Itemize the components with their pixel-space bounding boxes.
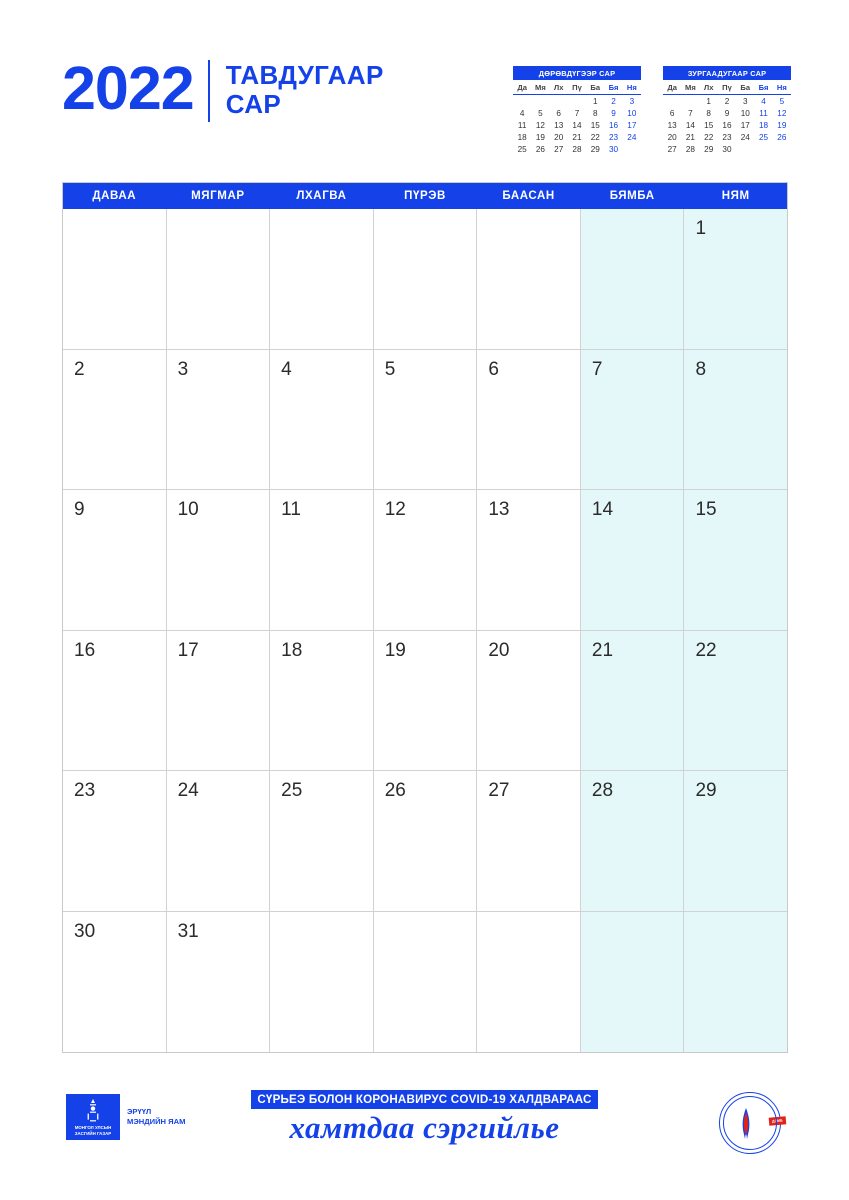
- day-cell[interactable]: [167, 350, 271, 491]
- day-number: 1: [695, 218, 707, 239]
- day-number: 17: [177, 639, 199, 661]
- day-cell[interactable]: [581, 912, 685, 1053]
- mini-day: 18: [758, 121, 769, 131]
- mini-calendar-prev-table: [513, 82, 641, 157]
- mini-day: 21: [685, 133, 695, 143]
- awareness-ribbon-icon: [741, 1106, 751, 1140]
- emblem-caption-line1: МОНГОЛ УЛСЫН: [74, 1125, 112, 1131]
- mini-day: 10: [627, 108, 637, 118]
- mini-week-row: [513, 95, 641, 108]
- day-cell[interactable]: [63, 490, 167, 631]
- mini-day: 29: [590, 145, 600, 155]
- week-row: [63, 350, 787, 491]
- day-cell[interactable]: [63, 209, 167, 350]
- day-number: 7: [591, 358, 603, 380]
- day-cell[interactable]: [374, 771, 478, 912]
- mini-day: 4: [761, 96, 766, 106]
- mini-day: 7: [574, 108, 580, 118]
- mini-day: 26: [535, 145, 545, 155]
- mini-day: 9: [611, 108, 616, 118]
- day-cell[interactable]: [374, 912, 478, 1053]
- day-cell[interactable]: [167, 631, 271, 772]
- mini-day: 4: [519, 108, 525, 118]
- mini-day: 11: [517, 121, 527, 131]
- day-cell[interactable]: [374, 350, 478, 491]
- day-cell[interactable]: [374, 209, 478, 350]
- mini-day: 30: [722, 145, 732, 155]
- who-seal-logo: [719, 1092, 784, 1154]
- mini-dow: Да: [663, 82, 681, 95]
- mini-dow: Да: [513, 82, 531, 95]
- mini-day: [681, 95, 699, 108]
- mini-day: [513, 95, 531, 108]
- mini-day: 24: [740, 133, 750, 143]
- mini-calendar-prev-title: ДӨРӨВДҮГЭЭР САР: [513, 66, 641, 80]
- mini-week-row: [513, 132, 641, 144]
- day-cell[interactable]: [581, 490, 685, 631]
- mini-dow: Пү: [568, 82, 586, 95]
- month-name-line1: ТАВДУГААР: [225, 60, 384, 90]
- mini-day: 13: [554, 121, 564, 131]
- slogan-top-line: СҮРЬЕЭ БОЛОН КОРОНАВИРУС COVID-19 ХАЛДВАРААС: [251, 1090, 597, 1109]
- week-row: [63, 490, 787, 631]
- day-number: 18: [281, 639, 303, 661]
- mini-day: 22: [704, 133, 714, 143]
- mini-day: 14: [572, 121, 582, 131]
- day-number: 3: [177, 358, 189, 380]
- slogan-main-line: хамтдаа сэргийлье: [289, 1110, 560, 1145]
- day-number: 13: [488, 499, 510, 520]
- mini-day: 25: [517, 145, 527, 155]
- day-number: 27: [488, 780, 510, 801]
- day-number: 4: [281, 358, 292, 380]
- day-cell[interactable]: [477, 209, 581, 350]
- mini-day: [663, 95, 681, 108]
- day-cell[interactable]: [167, 771, 271, 912]
- mini-dow: Мя: [531, 82, 549, 95]
- mini-dow: Ня: [773, 82, 791, 95]
- mini-day: 2: [724, 96, 730, 106]
- mini-day: 2: [611, 96, 616, 106]
- title-divider: [208, 60, 210, 122]
- mini-dow-row: [663, 82, 791, 95]
- dow-saturday: БЯМБА: [581, 183, 685, 209]
- day-number: 28: [591, 780, 614, 801]
- mini-day: 5: [779, 96, 785, 106]
- day-cell[interactable]: [270, 209, 374, 350]
- day-cell[interactable]: [270, 631, 374, 772]
- day-number: 10: [177, 499, 199, 520]
- day-cell[interactable]: [477, 490, 581, 631]
- mini-day: 13: [667, 121, 677, 131]
- mini-dow: Бя: [604, 82, 622, 95]
- seal-tag-label: ДЭМБ: [769, 1116, 786, 1126]
- day-cell[interactable]: [684, 350, 787, 491]
- day-cell[interactable]: [374, 490, 478, 631]
- day-cell[interactable]: [581, 631, 685, 772]
- dow-sunday: НЯМ: [721, 190, 750, 202]
- mini-dow: Лх: [700, 82, 718, 95]
- mini-day: 3: [742, 96, 748, 106]
- mini-day: 15: [704, 121, 714, 131]
- day-number: 25: [281, 780, 303, 801]
- day-cell[interactable]: [477, 912, 581, 1053]
- mini-day: 10: [740, 108, 750, 118]
- mini-week-row: [663, 132, 791, 144]
- day-number: 8: [695, 358, 707, 380]
- week-row: [63, 631, 787, 772]
- mini-day: 23: [722, 133, 732, 143]
- day-cell[interactable]: [167, 912, 271, 1053]
- day-cell[interactable]: [270, 912, 374, 1053]
- month-grid: [62, 182, 788, 1053]
- day-cell[interactable]: [684, 912, 787, 1053]
- year-label: 2022: [62, 54, 194, 122]
- mini-calendar-next-table: [663, 82, 791, 157]
- mini-week-row: [513, 144, 641, 156]
- mini-week-row: [663, 119, 791, 131]
- mini-day: 22: [590, 133, 600, 143]
- mini-dow: Пү: [718, 82, 736, 95]
- day-cell[interactable]: [167, 209, 271, 350]
- mini-day: [754, 144, 772, 156]
- mini-day: [550, 95, 568, 108]
- day-cell[interactable]: [684, 209, 787, 350]
- mini-day: 27: [554, 145, 564, 155]
- ministry-name-line1: ЭРҮҮЛ: [127, 1106, 152, 1116]
- day-number: 5: [384, 358, 396, 380]
- campaign-slogan: [215, 1090, 635, 1146]
- mini-day: [531, 95, 549, 108]
- mini-calendar-next-title: ЗУРГААДУГААР САР: [663, 66, 791, 80]
- mini-day: 3: [629, 96, 635, 106]
- day-cell[interactable]: [270, 771, 374, 912]
- day-cell[interactable]: [477, 631, 581, 772]
- mini-day: 17: [627, 121, 637, 131]
- dow-thursday: ПҮРЭВ: [374, 183, 478, 209]
- mini-day: 23: [608, 133, 619, 143]
- emblem-caption-line2: ЗАСГИЙН ГАЗАР: [74, 1131, 112, 1137]
- mini-week-row: [663, 95, 791, 108]
- mini-day: 29: [704, 145, 714, 155]
- day-cell[interactable]: [684, 771, 787, 912]
- day-number: 22: [695, 639, 717, 661]
- day-number: 6: [488, 358, 499, 380]
- day-number: 16: [74, 639, 96, 661]
- dow-tuesday: МЯГМАР: [167, 183, 271, 209]
- mini-day: 5: [538, 108, 543, 118]
- day-cell[interactable]: [63, 771, 167, 912]
- mini-day: 16: [722, 121, 732, 131]
- day-cell[interactable]: [477, 771, 581, 912]
- mini-day: 19: [777, 121, 787, 131]
- mini-day: 27: [667, 145, 677, 155]
- day-cell[interactable]: [63, 912, 167, 1053]
- mini-day: 6: [669, 108, 675, 118]
- page-footer: [62, 1090, 787, 1166]
- mini-day: 25: [758, 133, 769, 143]
- mini-day: 30: [608, 145, 619, 155]
- day-number: 24: [177, 780, 199, 801]
- day-number: 12: [384, 499, 406, 520]
- mini-day: [773, 144, 791, 156]
- day-cell[interactable]: [63, 350, 167, 491]
- ministry-logo: [66, 1094, 185, 1140]
- mini-day: 17: [740, 121, 750, 131]
- mini-day: 20: [667, 133, 677, 143]
- mini-dow: Мя: [681, 82, 699, 95]
- mini-day: 8: [592, 108, 598, 118]
- mini-day: 26: [777, 133, 787, 143]
- mini-day: 24: [627, 133, 637, 143]
- day-number: 29: [695, 780, 717, 801]
- ministry-name: [127, 1107, 185, 1128]
- mini-day: 11: [759, 108, 768, 118]
- day-number: 11: [281, 499, 301, 520]
- day-cell[interactable]: [581, 350, 685, 491]
- mini-dow: Ня: [623, 82, 641, 95]
- day-of-week-header: [63, 183, 787, 209]
- day-number: 9: [74, 499, 85, 520]
- mini-day: 1: [706, 96, 711, 106]
- day-number: 15: [695, 499, 717, 520]
- day-cell[interactable]: [477, 350, 581, 491]
- mini-dow: Ба: [736, 82, 754, 95]
- mini-day: 14: [685, 121, 695, 131]
- day-cell[interactable]: [270, 490, 374, 631]
- mini-day: 15: [590, 121, 600, 131]
- mini-dow: Лх: [550, 82, 568, 95]
- day-number: 20: [488, 639, 510, 661]
- mini-day: 21: [572, 133, 582, 143]
- mini-week-row: [663, 107, 791, 119]
- dow-friday: БААСАН: [477, 183, 581, 209]
- mini-day: 8: [706, 108, 711, 118]
- month-name-line2: САР: [225, 89, 282, 120]
- mini-day: [623, 144, 641, 156]
- day-number: 26: [384, 780, 406, 801]
- day-cell[interactable]: [581, 771, 685, 912]
- mini-day: [736, 144, 754, 156]
- mini-calendars: [513, 66, 791, 156]
- week-row: [63, 771, 787, 912]
- mini-day: 6: [556, 108, 561, 118]
- day-cell[interactable]: [684, 631, 787, 772]
- day-number: 19: [384, 639, 406, 661]
- week-row: [63, 912, 787, 1053]
- page-title: [226, 58, 384, 119]
- day-number: 23: [74, 780, 96, 801]
- day-cell[interactable]: [684, 490, 787, 631]
- mini-week-row: [663, 144, 791, 156]
- mini-dow: Бя: [754, 82, 772, 95]
- day-number: 30: [74, 920, 96, 942]
- mini-day: 19: [535, 133, 545, 143]
- seal-ring-icon: [719, 1092, 784, 1154]
- day-cell[interactable]: [270, 350, 374, 491]
- dow-wednesday: ЛХАГВА: [270, 183, 374, 209]
- mini-day: 28: [685, 145, 695, 155]
- mini-day: 16: [608, 121, 619, 131]
- week-row: [63, 209, 787, 350]
- mini-day: 12: [777, 108, 787, 118]
- mini-day: 1: [592, 96, 598, 106]
- mini-day: 28: [572, 145, 582, 155]
- ministry-name-line2: МЭНДИЙН ЯАМ: [127, 1117, 186, 1126]
- day-cell[interactable]: [374, 631, 478, 772]
- day-number: 31: [177, 920, 199, 942]
- government-emblem-icon: [66, 1094, 120, 1140]
- day-number: 21: [591, 639, 614, 661]
- mini-dow-row: [513, 82, 641, 95]
- mini-day: 12: [535, 121, 545, 131]
- mini-day: [568, 95, 586, 108]
- mini-calendar-prev: [513, 66, 641, 156]
- mini-day: 9: [724, 108, 730, 118]
- day-cell[interactable]: [63, 631, 167, 772]
- day-cell[interactable]: [581, 209, 685, 350]
- day-cell[interactable]: [167, 490, 271, 631]
- mini-dow: Ба: [586, 82, 604, 95]
- day-number: 14: [591, 499, 614, 520]
- mini-day: 20: [554, 133, 564, 143]
- dow-monday: ДАВАА: [63, 183, 167, 209]
- soyombo-icon: [85, 1099, 101, 1123]
- mini-day: 7: [688, 108, 693, 118]
- mini-week-row: [513, 107, 641, 119]
- mini-week-row: [513, 119, 641, 131]
- day-number: 2: [74, 358, 85, 380]
- mini-calendar-next: [663, 66, 791, 156]
- mini-day: 18: [517, 133, 527, 143]
